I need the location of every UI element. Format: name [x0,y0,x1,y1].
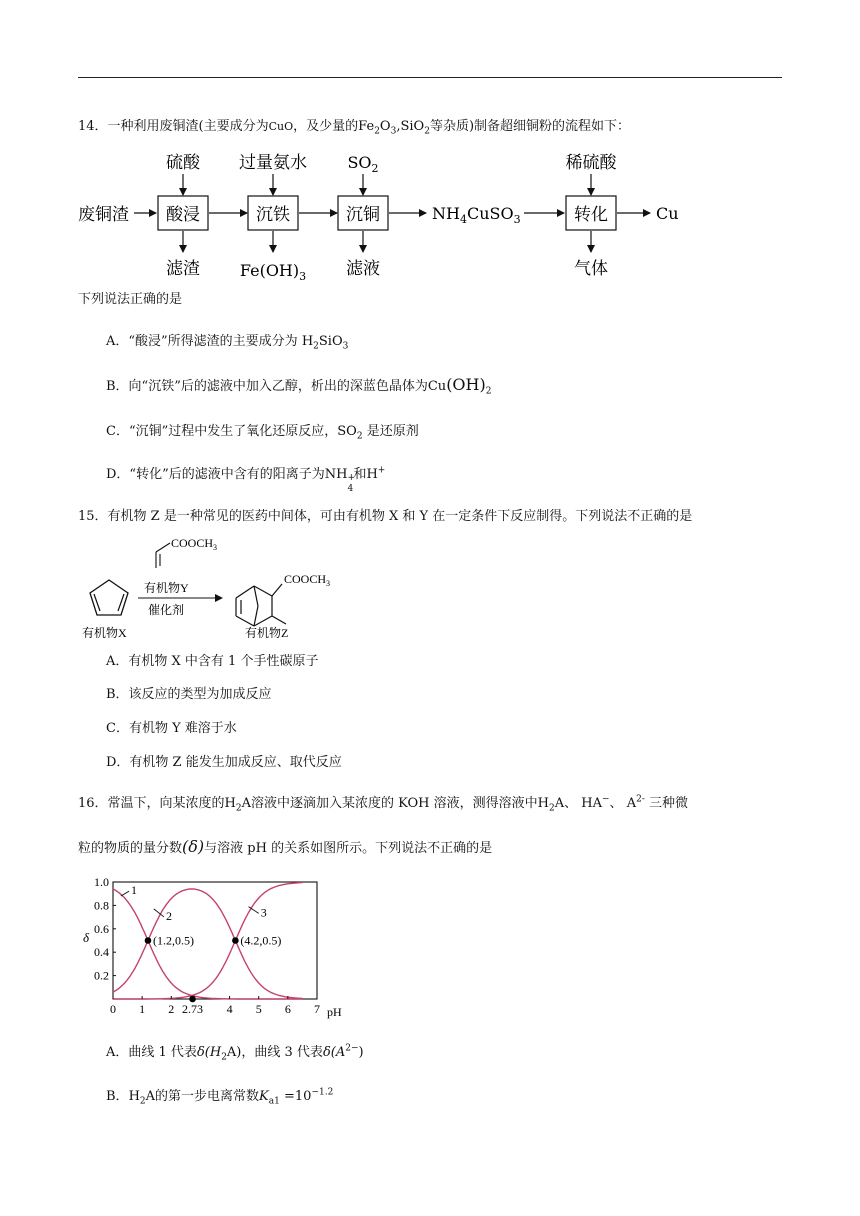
q14-option-b: B．向“沉铁”后的滤液中加入乙醇，析出的深蓝色晶体为$Cu(OH)_2$ [106,375,492,397]
curve-label-1: 1 [131,883,138,898]
q15-option-d: D．有机物 Z 能发生加成反应、取代反应 [106,755,342,770]
q14-option-a: A．“酸浸”所得滤渣的主要成分为 $H_2SiO_3$ [106,334,349,352]
flow-box1-label: 酸浸 [166,205,200,225]
curve-label-leader [121,891,129,896]
q15-option-b: B．该反应的类型为加成反应 [106,687,272,702]
flow-box4-label: 转化 [574,205,608,225]
x-tick-label: 5 [255,1002,262,1016]
y-tick-label: 0.4 [94,945,109,960]
flow-intermediate: $NH_4CuSO_3$ [432,204,521,226]
x-tick-label: 6 [284,1002,291,1016]
process-flow-diagram [76,146,696,284]
flow-box2-reagent: 过量氨水 [239,153,307,173]
chart-point-label: (4.2,0.5) [240,933,282,948]
z-molecule [236,584,286,626]
q16-option-b: B．$H_2A$的第一步电离常数$K_{a1} =10^{-1.2}$ [106,1087,334,1107]
x-tick-label: 2.73 [182,1002,204,1016]
flow-box4-product: 气体 [574,259,608,279]
x-tick-label: 4 [226,1002,233,1016]
q14-option-c: C．“沉铜”过程中发生了氧化还原反应，$SO_2$ 是还原剂 [106,424,419,442]
q16-stem-line1: 16．常温下，向某浓度的$H_2A$溶液中逐滴加入某浓度的 KOH 溶液，测得溶液中$H_2A$、 HA−、 $A^{2-}$ 三种微 [78,794,689,814]
flow-box4-reagent: 稀硫酸 [565,153,617,173]
flow-box1-reagent: 硫酸 [166,153,200,173]
y-tick-label: 0.2 [94,968,109,983]
reaction-scheme [76,534,376,646]
flow-box2-product: $Fe(OH)_3$ [239,261,307,283]
flow-box3-reagent: $SO_2$ [347,153,379,175]
x-tick-label: 0 [110,1002,116,1016]
q16-stem-line2: 粒的物质的量分数(δ)与溶液 pH 的关系如图所示。下列说法不正确的是 [78,837,493,856]
y-ester-group: $COOCH_3$ [171,536,218,552]
header-rule [78,77,782,78]
x-label: 有机物X [82,626,127,640]
z-ester-group: $COOCH_3$ [284,572,331,588]
q15-option-a: A．有机物 X 中含有 1 个手性碳原子 [106,654,319,669]
chart-point [145,937,152,944]
arrow-catalyst-label: 催化剂 [148,603,185,617]
y-tick-label: 0.8 [94,898,109,913]
q14-option-d: D．“转化”后的滤液中含有的阳离子为NH + 4 和H+ [106,465,386,494]
chart-plot-frame [113,882,317,999]
arrow-reagent-label: 有机物Y [144,581,189,595]
z-label: 有机物Z [245,626,289,640]
flow-box2-label: 沉铁 [256,205,290,225]
flow-box3-label: 沉铜 [346,205,380,225]
q14-stem: 14．一种利用废铜渣(主要成分为CuO，及少量的$Fe_2O_3,SiO_2$等杂质)制备超细铜粉的流程如下： [78,119,631,137]
y-tick-label: 0.6 [94,921,109,936]
chart-point-label: (1.2,0.5) [152,933,194,948]
curve-label-2: 2 [166,908,172,923]
chart-point [189,996,196,1003]
x-tick-label: 2 [168,1002,175,1016]
q15-option-c: C．有机物 Y 难溶于水 [106,721,237,736]
chart-point [232,937,239,944]
flow-box3-product: 滤液 [346,259,380,279]
y-bond [156,543,170,552]
speciation-chart [76,870,366,1024]
curve-label-3: 3 [260,905,267,920]
chart-y-label: δ [83,930,90,945]
y-tick-label: 1.0 [94,875,109,889]
chart-x-label: pH [327,1005,342,1019]
q15-stem: 15．有机物 Z 是一种常见的医药中间体，可由有机物 X 和 Y 在一定条件下反应制得。下列说法不正确的是 [78,509,693,524]
flow-input: 废铜渣 [78,205,129,225]
q16-option-a: A．曲线 1 代表$\delta(H_2A)$，曲线 3 代表$\delta(A^{2-})$ [106,1043,364,1063]
x-tick-label: 1 [139,1002,146,1016]
q14-prompt: 下列说法正确的是 [78,292,183,307]
x-tick-label: 7 [314,1002,320,1016]
flow-box1-product: 滤渣 [166,259,200,279]
flow-output: Cu [656,204,679,223]
